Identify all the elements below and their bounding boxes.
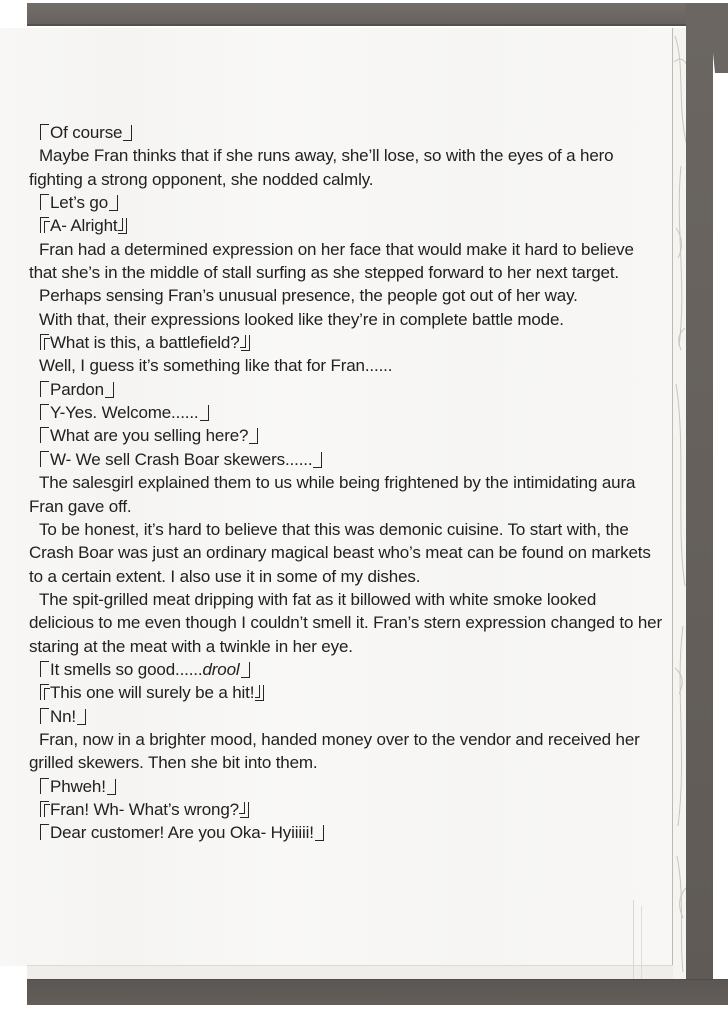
dialogue-paragraph	[29, 705, 662, 728]
text-segment: Dear customer! Are you Oka- Hyiiiii!	[50, 823, 314, 843]
bracket-stroke	[40, 194, 49, 210]
bracket-stroke	[44, 338, 50, 351]
frame-bottom-bar	[27, 979, 728, 1005]
bracket-stroke	[123, 125, 132, 141]
double-corner-bracket-open-icon	[39, 684, 50, 701]
corner-bracket-open-icon	[39, 381, 50, 398]
corner-bracket-open-icon	[39, 404, 50, 421]
bracket-stroke	[40, 381, 49, 397]
text-segment: With that, their expressions looked like they’re in complete battle mode.	[39, 309, 564, 329]
double-corner-bracket-open-icon	[39, 801, 50, 818]
dialogue-paragraph	[29, 821, 662, 844]
italic-text-segment: drool	[202, 659, 240, 679]
text-segment: What is this, a battlefield?	[50, 333, 240, 353]
dialogue-paragraph	[29, 424, 662, 447]
dialogue-paragraph	[29, 798, 662, 821]
narration-paragraph	[29, 728, 662, 775]
bracket-stroke	[40, 708, 49, 724]
double-corner-bracket-open-icon	[39, 217, 50, 234]
narration-paragraph	[29, 144, 662, 191]
dialogue-paragraph	[29, 681, 662, 704]
bracket-stroke	[241, 662, 250, 678]
bracket-stroke	[105, 382, 114, 398]
text-segment: Perhaps sensing Fran’s unusual presence, the people got out of her way.	[39, 286, 578, 306]
corner-bracket-close-icon	[108, 194, 119, 211]
bracket-stroke	[200, 405, 209, 421]
corner-bracket-close-icon	[106, 778, 117, 795]
corner-bracket-close-icon	[314, 824, 325, 841]
text-segment: Fran, now in a brighter mood, handed money over to the vendor and received her grilled skewers. Then she bit into them.	[29, 729, 640, 773]
narration-paragraph	[29, 518, 662, 588]
corner-bracket-close-icon	[199, 404, 210, 421]
narration-paragraph	[29, 284, 662, 307]
dialogue-paragraph	[29, 658, 662, 681]
corner-bracket-open-icon	[39, 778, 50, 795]
book-page	[0, 28, 673, 966]
bracket-stroke	[40, 824, 49, 840]
bracket-stroke	[109, 195, 118, 211]
frame-right-bar	[686, 3, 713, 1004]
page-edge-line	[641, 906, 642, 979]
text-segment: Of course	[50, 123, 123, 142]
corner-bracket-close-icon	[104, 381, 115, 398]
bracket-stroke	[44, 804, 50, 817]
text-segment: What are you selling here?	[50, 426, 249, 446]
dialogue-paragraph	[29, 775, 662, 798]
corner-bracket-open-icon	[39, 824, 50, 841]
text-segment: Phweh!	[50, 776, 106, 796]
bracket-stroke	[40, 451, 49, 467]
text-segment: Y-Yes. Welcome......	[50, 403, 199, 423]
corner-bracket-open-icon	[39, 427, 50, 444]
narration-paragraph	[29, 588, 662, 658]
corner-bracket-open-icon	[39, 124, 50, 141]
text-segment: W- We sell Crash Boar skewers......	[50, 449, 313, 469]
corner-bracket-open-icon	[39, 661, 50, 678]
corner-bracket-open-icon	[39, 708, 50, 725]
bracket-stroke	[40, 124, 49, 140]
text-segment: The spit-grilled meat dripping with fat as it billowed with white smoke looked delicious to me even though I couldn’t smell it. Fran’s stern expression changed to her staring at the meat with a twinkle in her eye.	[29, 589, 662, 656]
dialogue-paragraph	[29, 448, 662, 471]
bracket-stroke	[240, 335, 246, 348]
bracket-stroke	[40, 404, 49, 420]
bracket-stroke	[118, 218, 124, 231]
narration-paragraph	[29, 238, 662, 285]
text-segment: A- Alright	[50, 216, 118, 236]
narration-paragraph	[29, 308, 662, 331]
bracket-stroke	[77, 709, 86, 725]
page-text	[29, 121, 662, 845]
bracket-stroke	[249, 428, 258, 444]
page-bottom-edge	[27, 965, 673, 980]
bracket-stroke	[315, 825, 324, 841]
dialogue-paragraph	[29, 401, 662, 424]
double-corner-bracket-close-icon	[239, 801, 250, 818]
bracket-stroke	[313, 452, 322, 468]
corner-bracket-close-icon	[76, 708, 87, 725]
bracket-stroke	[107, 779, 116, 795]
text-segment: Let’s go	[50, 193, 109, 213]
bracket-stroke	[255, 685, 261, 698]
frame-top-bar	[27, 3, 728, 26]
corner-bracket-close-icon	[248, 427, 259, 444]
text-segment: Maybe Fran thinks that if she runs away, she’ll lose, so with the eyes of a hero fighting a strong opponent, she nodded calmly.	[29, 146, 614, 189]
text-segment: To be honest, it’s hard to believe that this was demonic cuisine. To start with, the Crash Boar was just an ordinary magical beast who’s meat can be found on markets to a certain extent. I also use it in some of my dishes.	[29, 519, 651, 586]
dialogue-paragraph	[29, 121, 662, 144]
text-segment: It smells so good......	[50, 659, 203, 679]
text-segment: Fran! Wh- What’s wrong?	[50, 799, 239, 819]
dialogue-paragraph	[29, 191, 662, 214]
double-corner-bracket-close-icon	[117, 217, 128, 234]
narration-paragraph	[29, 354, 662, 377]
dialogue-paragraph	[29, 214, 662, 237]
corner-bracket-open-icon	[39, 194, 50, 211]
bracket-stroke	[40, 778, 49, 794]
double-corner-bracket-close-icon	[240, 334, 251, 351]
text-segment: Pardon	[50, 379, 104, 399]
dialogue-paragraph	[29, 378, 662, 401]
bracket-stroke	[44, 688, 50, 701]
double-corner-bracket-close-icon	[254, 684, 265, 701]
bracket-stroke	[44, 221, 50, 234]
text-segment: Well, I guess it’s something like that for Fran......	[39, 356, 393, 376]
dialogue-paragraph	[29, 331, 662, 354]
bracket-stroke	[239, 802, 245, 815]
corner-bracket-close-icon	[122, 124, 133, 141]
bracket-stroke	[40, 427, 49, 443]
double-corner-bracket-open-icon	[39, 334, 50, 351]
text-segment: The salesgirl explained them to us while being frightened by the intimidating aura Fran gave off.	[29, 473, 636, 516]
narration-paragraph	[29, 471, 662, 518]
corner-bracket-open-icon	[39, 451, 50, 468]
text-segment: This one will surely be a hit!	[50, 683, 255, 703]
page-edge-line	[633, 900, 634, 979]
corner-bracket-close-icon	[312, 451, 323, 468]
bracket-stroke	[40, 661, 49, 677]
text-segment: Nn!	[50, 706, 77, 726]
text-segment: Fran had a determined expression on her face that would make it hard to believe that she’s in the middle of stall surfing as she stepped forward to her next target.	[29, 239, 634, 283]
corner-bracket-close-icon	[240, 661, 251, 678]
